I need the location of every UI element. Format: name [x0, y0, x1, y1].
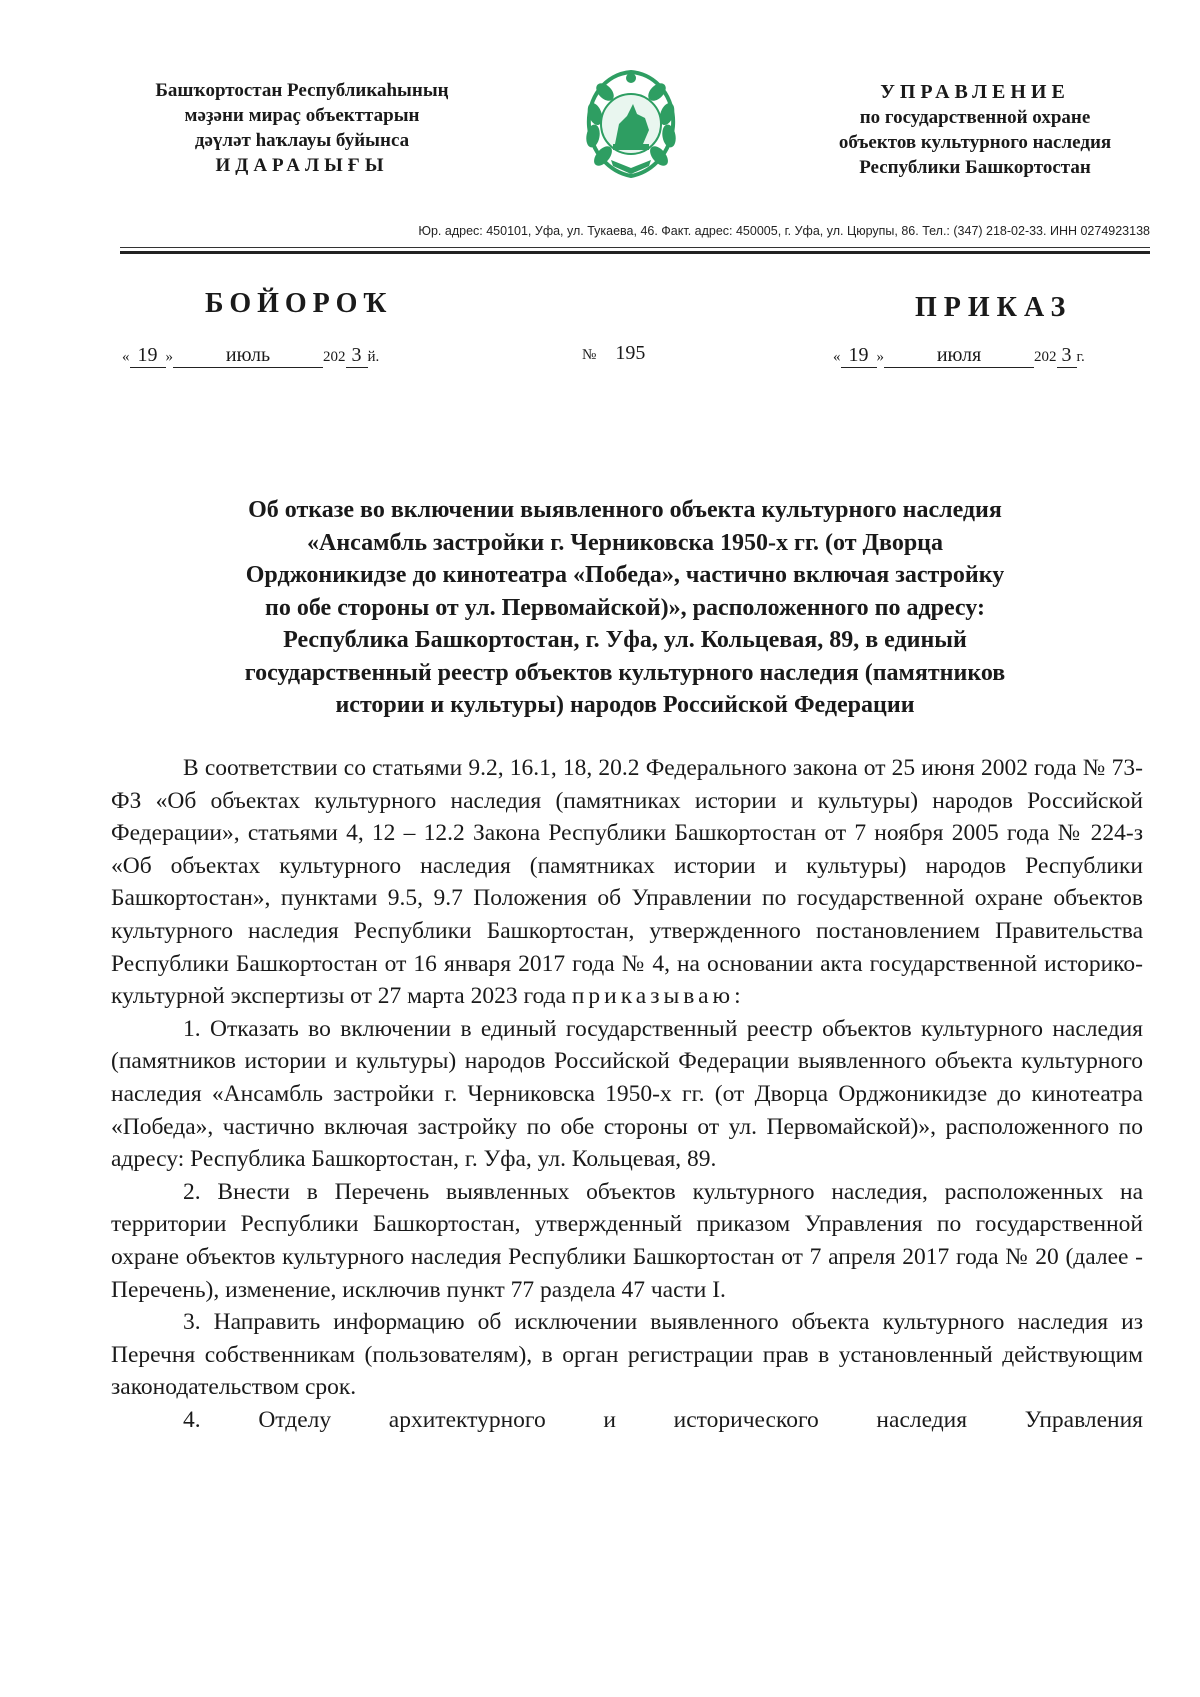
- order-title-russian: ПРИКАЗ: [915, 292, 1073, 323]
- order-date-russian: [833, 344, 1085, 368]
- date-year-digit: 3: [346, 344, 368, 368]
- intro-paragraph: [111, 752, 1143, 1013]
- order-title-bashkir: БОЙОРОҠ: [205, 288, 393, 319]
- order-item-2: 2. Внести в Перечень выявленных объектов культурного наследия, расположенных на территории Республики Башкортостан, утвержденный приказом Управления по государственной охране объектов культурного наследия Республики Башкортостан от 7 апреля 2017 года № 20 (далее - Перечень), изменение, исключив пункт 77 раздела 47 части I.: [111, 1178, 1143, 1303]
- date-year-prefix: 202: [323, 349, 346, 365]
- date-month: июль: [173, 344, 323, 368]
- contacts-line: Юр. адрес: 450101, Уфа, ул. Тукаева, 46. Факт. адрес: 450005, г. Уфа, ул. Цюрупы, 86. Тел.: (347) 218-02-33. ИНН 0274923138: [418, 224, 1150, 238]
- quote-close: »: [165, 349, 173, 365]
- document-title: [130, 494, 1120, 722]
- document-body: [111, 752, 1143, 1436]
- title-line: истории и культуры) народов Российской Федерации: [335, 692, 915, 718]
- quote-open: «: [833, 349, 841, 365]
- header-right-line: УПРАВЛЕНИЕ: [880, 81, 1070, 103]
- title-line: по обе стороны от ул. Первомайской)», расположенного по адресу:: [265, 594, 985, 621]
- number-label: №: [582, 347, 597, 363]
- quote-open: «: [122, 349, 130, 365]
- title-line: Об отказе во включении выявленного объекта культурного наследия: [248, 497, 1002, 523]
- date-year-digit: 3: [1057, 344, 1077, 368]
- order-item-4: 4. Отделу архитектурного и исторического наследия Управления: [183, 1406, 1143, 1433]
- date-suffix: г.: [1076, 349, 1085, 365]
- order-item-3: 3. Направить информацию об исключении выявленного объекта культурного наследия из Перечня собственникам (пользователям), в орган регистрации прав в установленный действующим законодательством срок.: [111, 1309, 1143, 1401]
- title-line: «Ансамбль застройки г. Черниковска 1950-х гг. (от Дворца: [307, 529, 943, 556]
- date-month: июля: [884, 344, 1034, 368]
- order-date-bashkir: [122, 344, 379, 368]
- date-year-prefix: 202: [1034, 349, 1057, 365]
- intro-text: В соответствии со статьями 9.2, 16.1, 18, 20.2 Федерального закона от 25 июня 2002 года № 73-ФЗ «Об объектах культурного наследия (памятниках истории и культуры) народов Российской Федерации», статьями 4, 12 – 12.2 Закона Республики Башкортостан от 7 ноября 2005 года № 224-з «Об объектах культурного наследия (памятниках истории и культуры) народов Республики Башкортостан», пунктами 9.5, 9.7 Положения об Управлении по государственной охране объектов культурного наследия Республики Башкортостан, утвержденного постановлением Правительства Республики Башкортостан от 16 января 2017 года № 4, на основании акта государственной историко-культурной экспертизы от 27 марта 2023 года: [111, 755, 1143, 1010]
- intro-order-word: приказываю:: [571, 983, 745, 1010]
- header-divider-thick: [120, 251, 1150, 254]
- bashkortostan-emblem-icon: [575, 64, 687, 184]
- header-agency-name-bashkir: [112, 78, 492, 178]
- title-line: Орджоникидзе до кинотеатра «Победа», частично включая застройку: [245, 562, 1005, 588]
- quote-close: »: [876, 349, 884, 365]
- date-day: 19: [841, 344, 877, 368]
- header-left-line: дәүләт һаҡлауы буйынса: [194, 130, 410, 151]
- header-left-line: Башҡортостан Республикаһының: [155, 80, 449, 101]
- title-line: государственный реестр объектов культурного наследия (памятников: [244, 659, 1006, 686]
- header-agency-name-russian: [780, 80, 1170, 180]
- header-right-line: Республики Башкортостан: [859, 157, 1091, 178]
- order-item-1: 1. Отказать во включении в единый государственный реестр объектов культурного наследия (памятников истории и культуры) народов Российской Федерации выявленного объекта культурного наследия «Ансамбль застройки г. Черниковска 1950-х гг. (от Дворца Орджоникидзе до кинотеатра «Победа», частично включая застройку по обе стороны от ул. Первомайской)», расположенного по адресу: Республика Башкортостан, г. Уфа, ул. Кольцевая, 89.: [111, 1015, 1143, 1173]
- header-divider-thin: [120, 247, 1150, 248]
- order-number: [582, 342, 645, 365]
- header-left-line: мәҙәни мираҫ объекттарын: [184, 105, 420, 126]
- date-day: 19: [130, 344, 166, 368]
- header-left-line: ИДАРАЛЫҒЫ: [215, 155, 389, 176]
- number-value: 195: [615, 342, 646, 364]
- header-right-line: объектов культурного наследия: [838, 132, 1112, 153]
- date-suffix: й.: [367, 349, 380, 365]
- header-right-line: по государственной охране: [859, 107, 1091, 128]
- title-line: Республика Башкортостан, г. Уфа, ул. Кольцевая, 89, в единый: [283, 627, 967, 653]
